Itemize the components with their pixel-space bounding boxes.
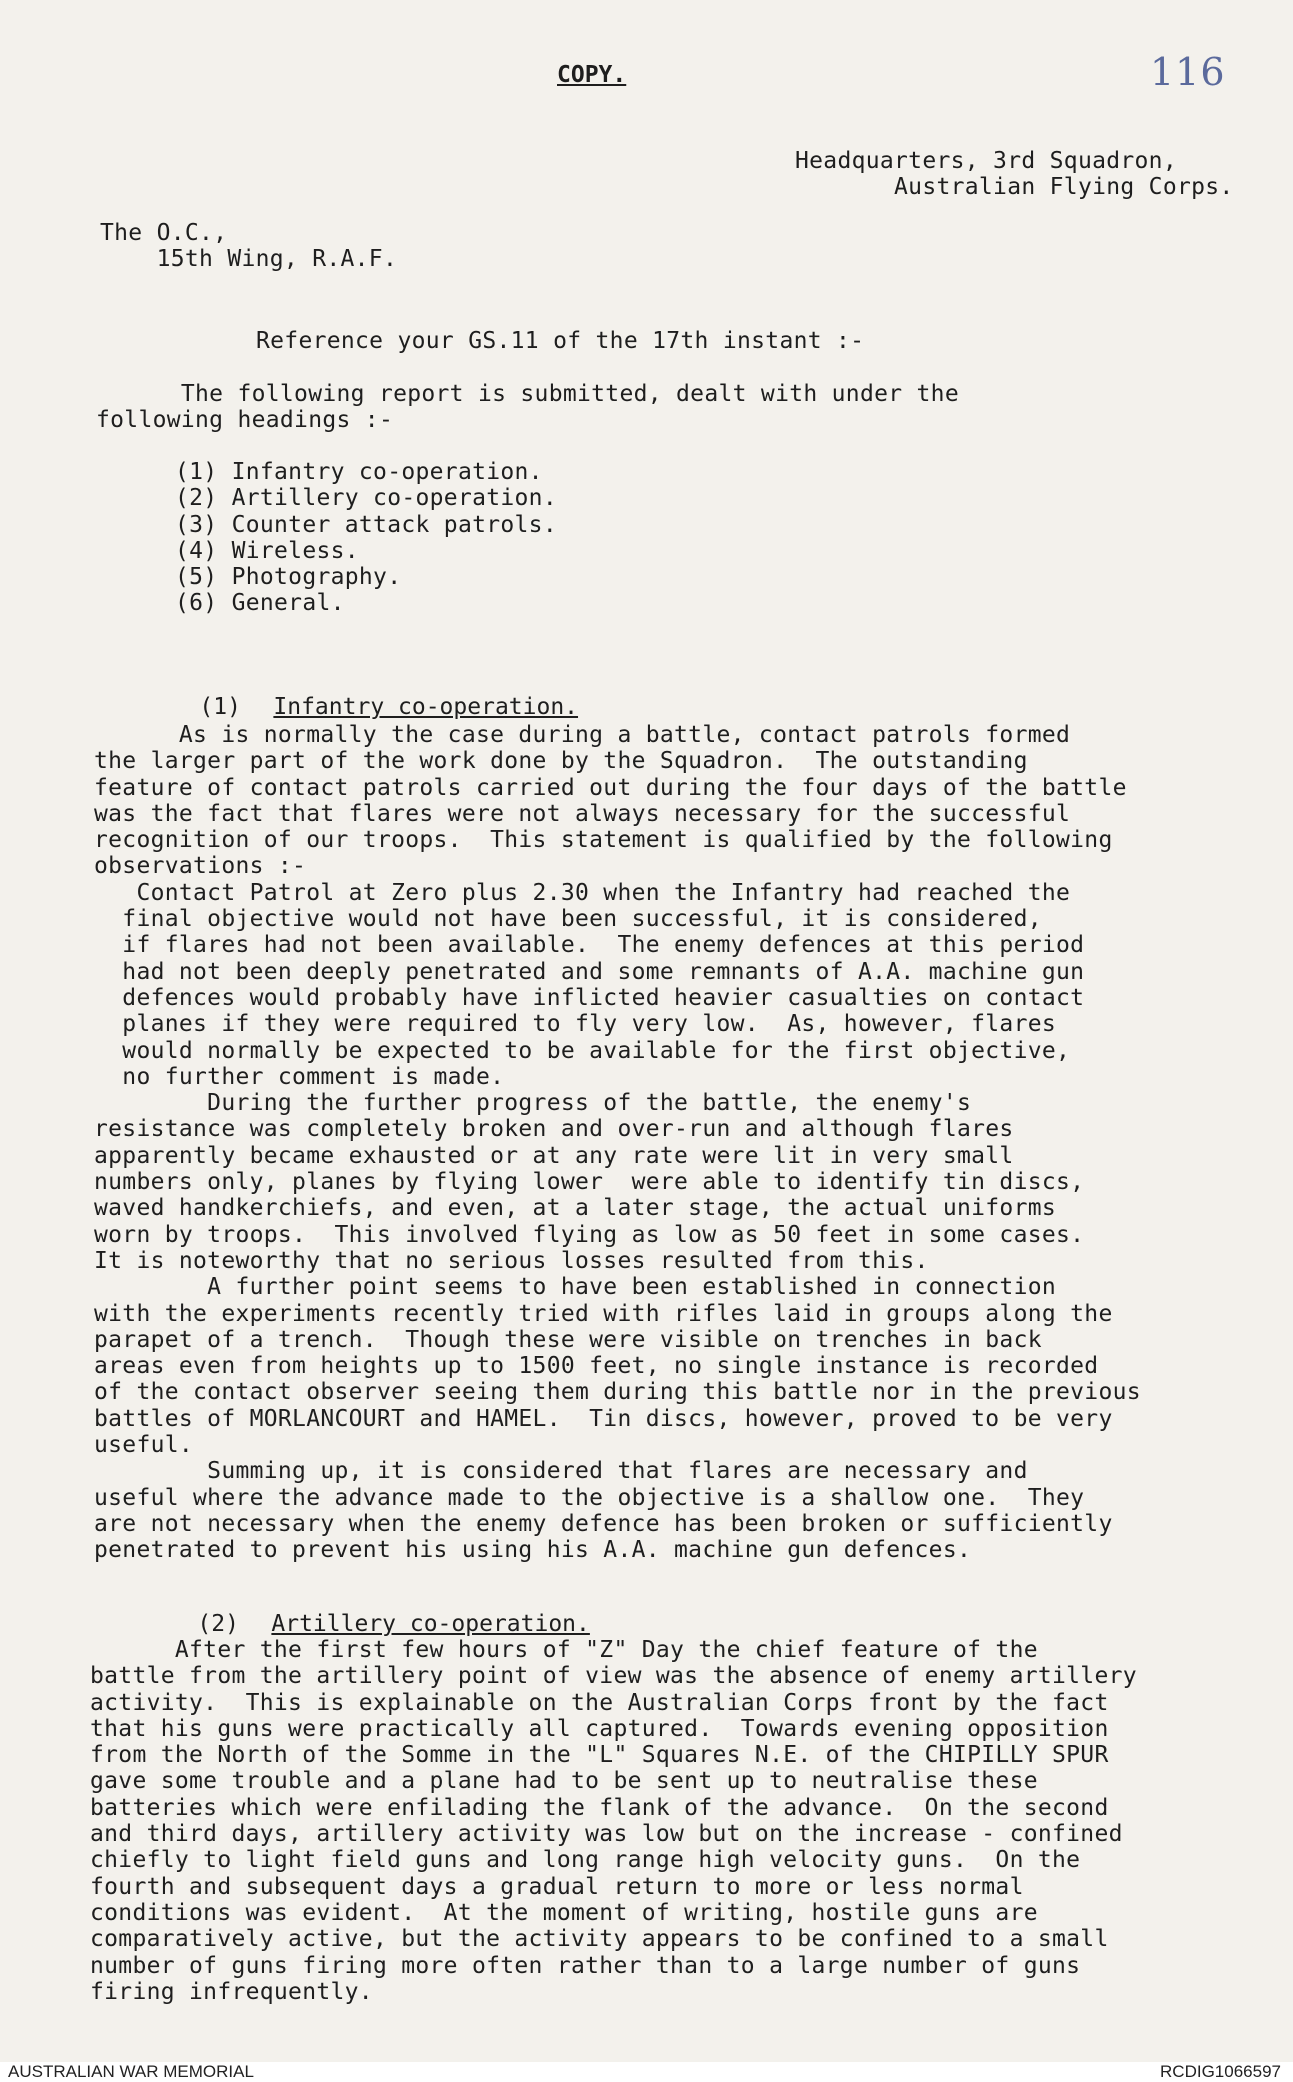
catalogue-id: RCDIG1066597 (1160, 2062, 1281, 2081)
folio-number: 116 (1150, 50, 1226, 94)
section-body-infantry: As is normally the case during a battle, contact patrols formed the larger part of the work done by the Squadron. The outstanding feature of contact patrols carried out during the four days of the battle was the fact that flares were not always necessary for the successful recognition of our troops. This statement is qualified by the following observations :- Contact Patrol at Zero plus 2.30 when the Infantry had reached the final objective would not have been successful, it is considered, if flares had not been available. The enemy defences at this period had not been deeply penetrated and some remnants of A.A. machine gun defences would probably have inflicted heavier casualties on contact planes if they were required to fly very low. As, however, flares would normally be expected to be available for the first objective, no further comment is made. During the further progress of the battle, the enemy's resistance was completely broken and over-run and although flares apparently became exhausted or at any rate were lit in very small numbers only, planes by flying lower were able to identify tin discs, waved handkerchiefs, and even, at a later stage, the actual uniforms worn by troops. This involved flying as low as 50 feet in some cases. It is noteworthy that no serious losses resulted from this. A further point seems to have been established in connection with the experiments recently tried with rifles laid in groups along the parapet of a trench. Though these were visible on trenches in back areas even from heights up to 1500 feet, no single instance is recorded of the contact observer seeing them during this battle nor in the previous battles of MORLANCOURT and HAMEL. Tin discs, however, proved to be very useful. Summing up, it is considered that flares are necessary and useful where the advance made to the objective is a shallow one. They are not necessary when the enemy defence has been broken or sufficiently penetrated to prevent his using his A.A. machine gun defences. (94, 722, 1141, 1564)
intro-paragraph: The following report is submitted, dealt with under the following headings :- (96, 381, 959, 434)
section-body-artillery: After the first few hours of "Z" Day the chief feature of the battle from the artillery point of view was the absence of enemy artillery activity. This is explainable on the Australian Corps front by the fact that his guns were practically all captured. Towards evening opposition from the North of the Somme in the "L" Squares N.E. of the CHIPILLY SPUR gave some trouble and a plane had to be sent up to neutralise these batteries which were enfilading the flank of the advance. On the second and third days, artillery activity was low but on the increase - confined chiefly to light field guns and long range high velocity guns. On the fourth and subsequent days a gradual return to more or less normal conditions was evident. At the moment of writing, hostile guns are comparatively active, but the activity appears to be confined to a small number of guns firing more often rather than to a large number of guns firing infrequently. (90, 1637, 1137, 2005)
copy-mark: COPY. (557, 62, 627, 88)
reference-line: Reference your GS.11 of the 17th instant :- (256, 328, 865, 354)
sender-address: Headquarters, 3rd Squadron, Australian Flying Corps. (795, 148, 1234, 201)
institution-name: AUSTRALIAN WAR MEMORIAL (8, 2062, 254, 2081)
archive-footer (0, 2062, 1293, 2082)
section-title: Artillery co-operation. (271, 1611, 590, 1637)
section-number: (1) (199, 694, 241, 720)
section-number: (2) (197, 1611, 239, 1637)
addressee: The O.C., 15th Wing, R.A.F. (100, 220, 398, 273)
headings-list: (1) Infantry co-operation. (2) Artillery co-operation. (3) Counter attack patrols. (4) Wireless. (5) Photography. (6) General. (175, 459, 557, 617)
section-title: Infantry co-operation. (273, 694, 579, 720)
